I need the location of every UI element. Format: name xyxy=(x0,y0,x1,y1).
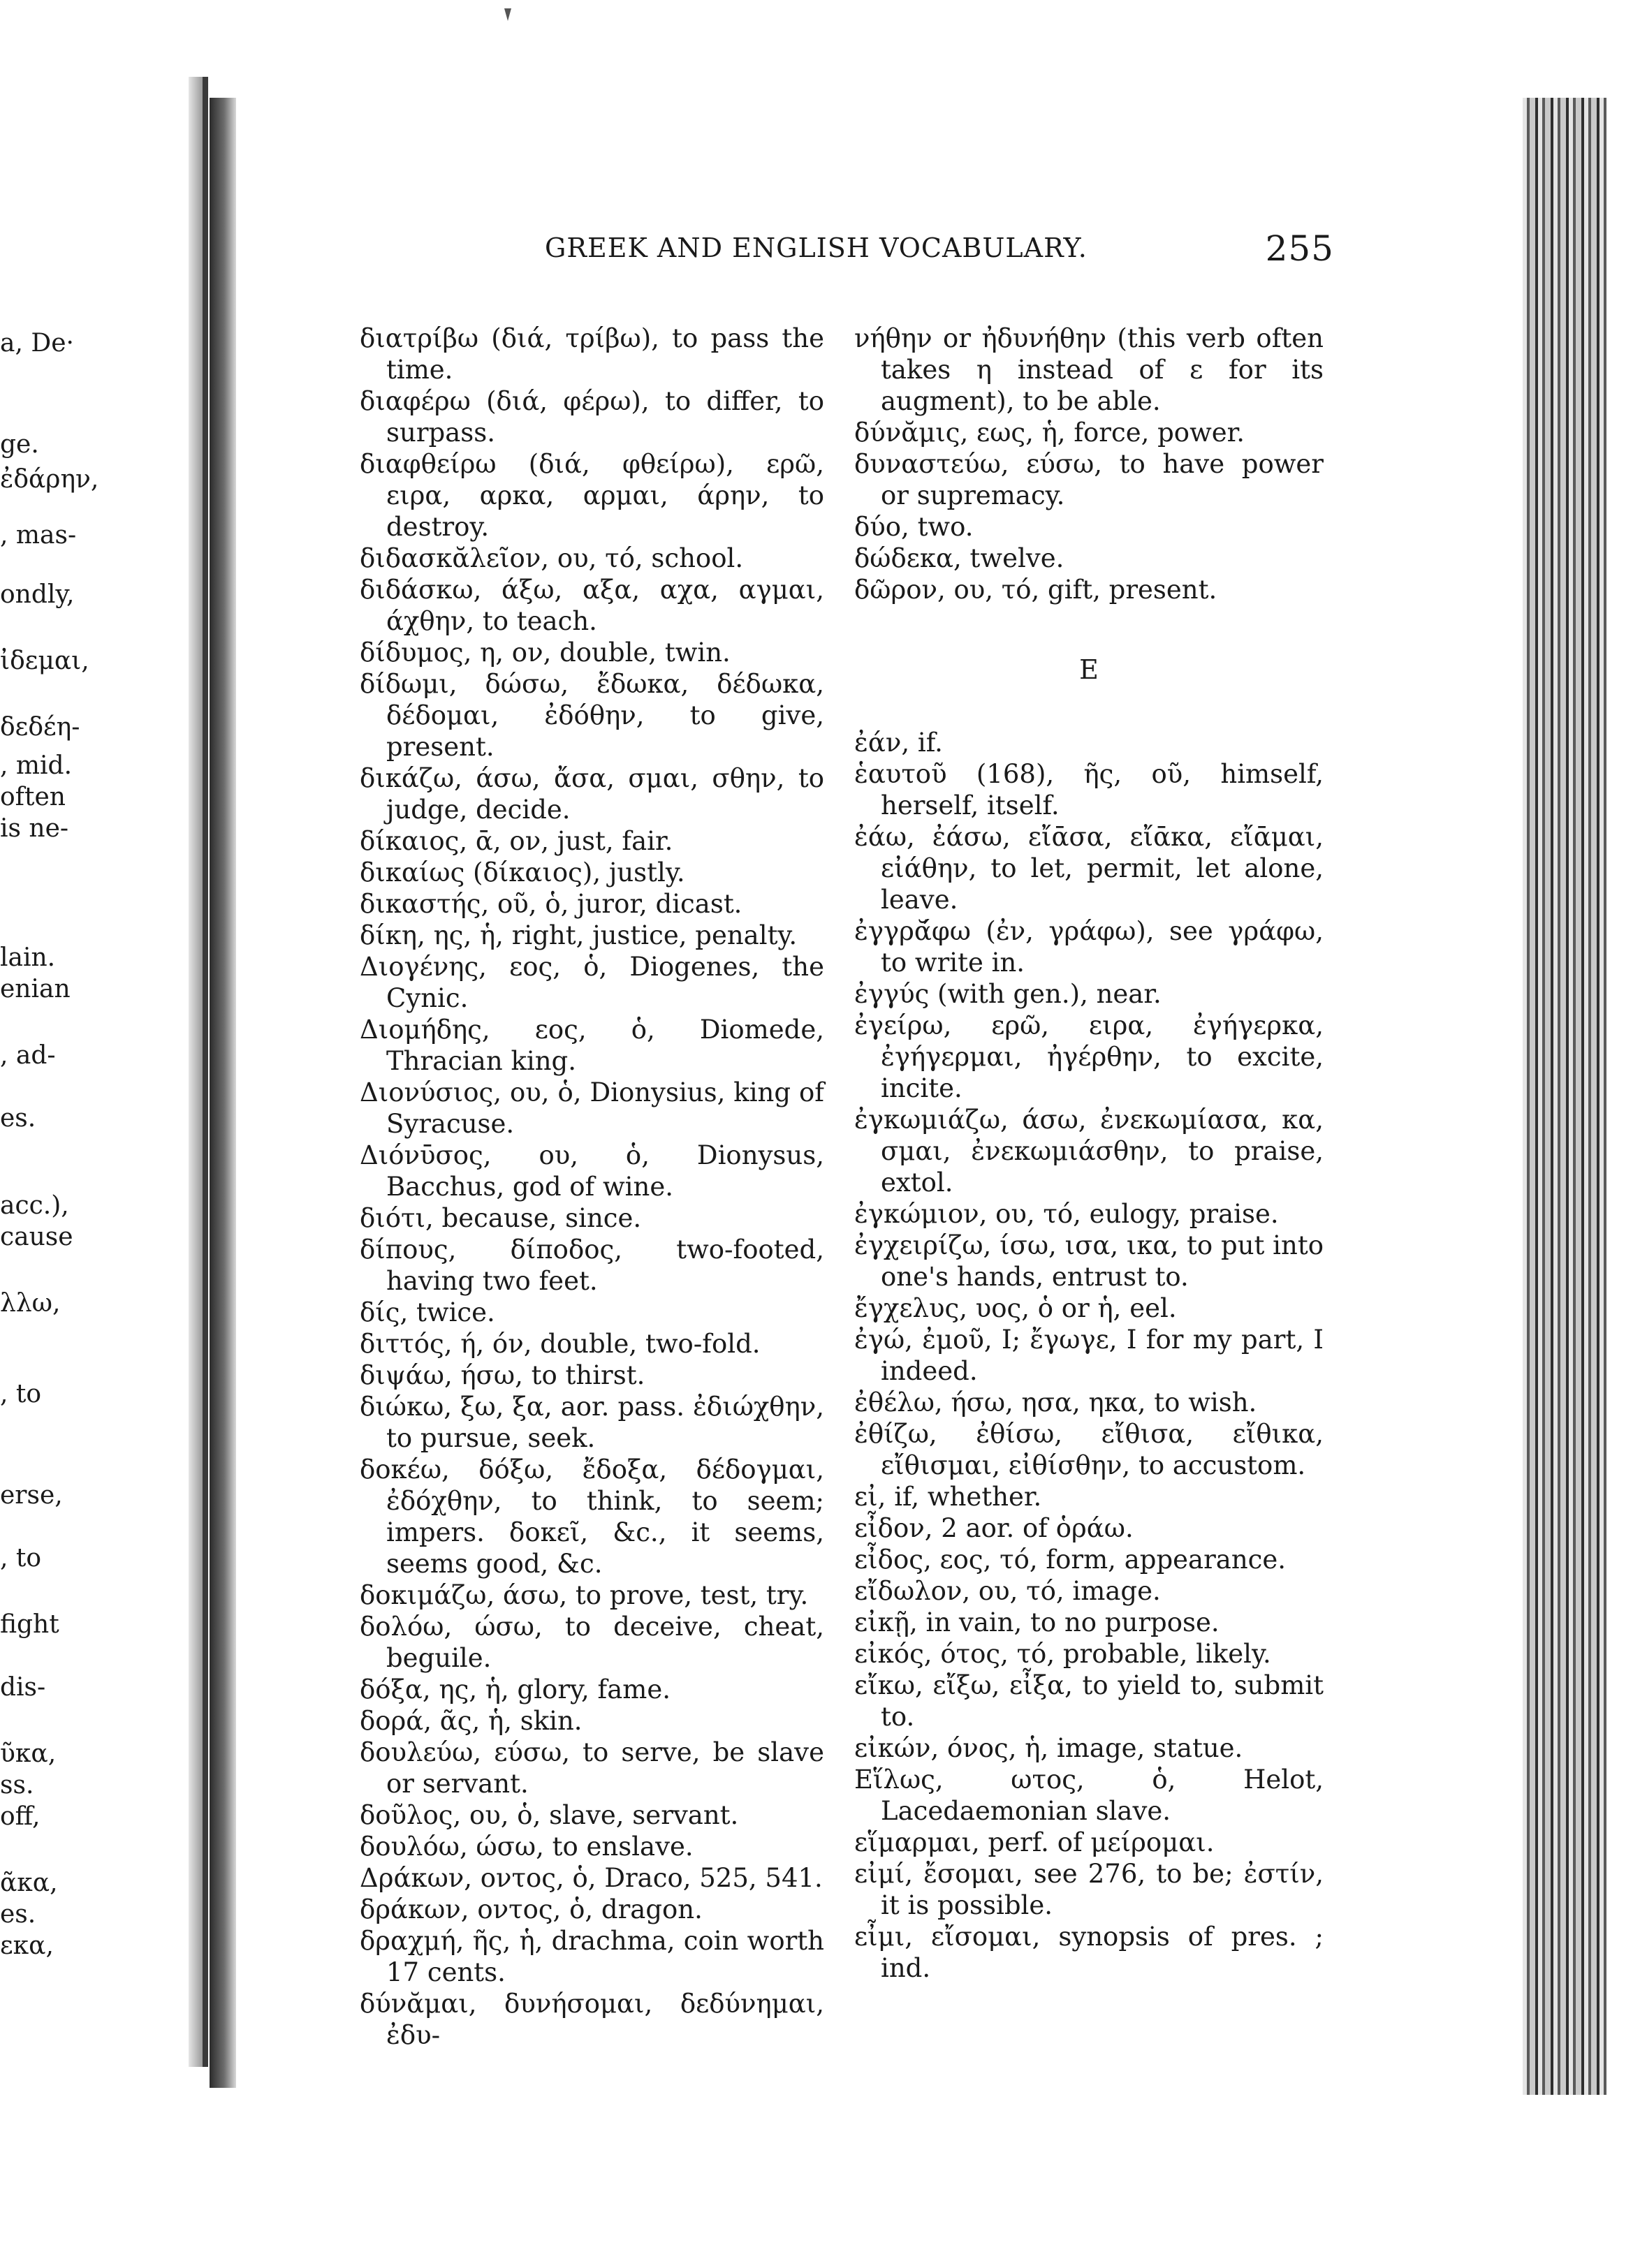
dictionary-entry: Διόνῡσος, ου, ὁ, Dionysus, Bacchus, god of wine. xyxy=(360,1140,824,1202)
page-stack-edge xyxy=(1523,98,1606,2095)
dictionary-entry: εἶδον, 2 aor. of ὁράω. xyxy=(854,1513,1134,1543)
header-title: GREEK AND ENGLISH VOCABULARY. xyxy=(545,233,1088,263)
left-page-fragment: λλω, xyxy=(0,1289,61,1318)
left-page-fragment: , to xyxy=(0,1544,42,1573)
left-page-fragment: cause xyxy=(0,1223,73,1251)
dictionary-entry: ἐγχειρίζω, ίσω, ισα, ικα, to put into one's hands, entrust to. xyxy=(854,1230,1324,1292)
left-page-fragment: often xyxy=(0,783,66,811)
left-page-fragment: ᾶκα, xyxy=(0,1869,58,1897)
dictionary-entry: δόξα, ης, ἡ, glory, fame. xyxy=(360,1674,671,1704)
left-page-fragment: enian xyxy=(0,975,71,1003)
left-page-fragment: acc.), xyxy=(0,1191,69,1220)
dictionary-entry: ἐθίζω, ἐθίσω, εἴθισα, εἴθικα, εἴθισμαι, εἰθίσθην, to accustom. xyxy=(854,1419,1324,1480)
dictionary-entry: διαφέρω (διά, φέρω), to differ, to surpass. xyxy=(360,386,824,448)
left-page-fragment: , mas- xyxy=(0,521,77,550)
left-page-fragment: , to xyxy=(0,1380,42,1408)
dictionary-entry: ἐγκωμιάζω, άσω, ἐνεκωμίασα, κα, σμαι, ἐνεκωμιάσθην, to praise, extol. xyxy=(854,1105,1324,1198)
left-page-fragment: , ad- xyxy=(0,1041,56,1070)
dictionary-entry: διότι, because, since. xyxy=(360,1203,642,1233)
dictionary-entry: εἰ, if, whether. xyxy=(854,1482,1042,1512)
dictionary-entry: δίς, twice. xyxy=(360,1297,495,1327)
dictionary-entry: εἶμι, εἴσομαι, synopsis of pres. ; ind. xyxy=(854,1922,1324,1983)
dictionary-entry: νήθην or ἠδυνήθην (this verb often takes η instead of ε for its augment), to be able. xyxy=(854,323,1324,416)
dictionary-entry: δοκέω, δόξω, ἔδοξα, δέδογμαι, ἐδόχθην, to think, to seem; impers. δοκεῖ, &c., it seems, seems good, &c. xyxy=(360,1455,824,1579)
dictionary-entry: δορά, ᾶς, ἡ, skin. xyxy=(360,1706,583,1736)
dictionary-entry: διττός, ή, όν, double, two-fold. xyxy=(360,1329,761,1359)
left-page-fragment: δεδέη- xyxy=(0,713,80,742)
left-page-fragment: es. xyxy=(0,1900,36,1929)
dictionary-entry: δικάζω, άσω, ἄσα, σμαι, σθην, to judge, decide. xyxy=(360,763,824,825)
dictionary-entry: δυναστεύω, εύσω, to have power or supremacy. xyxy=(854,449,1324,510)
dictionary-entry: δῶρον, ου, τό, gift, present. xyxy=(854,575,1217,605)
left-page-fragment: is ne- xyxy=(0,814,69,843)
dictionary-entry: διατρίβω (διά, τρίβω), to pass the time. xyxy=(360,323,824,385)
right-column xyxy=(854,323,1324,1984)
dictionary-entry: δολόω, ώσω, to deceive, cheat, beguile. xyxy=(360,1612,824,1673)
left-page-fragment: ἐδάρην, xyxy=(0,465,99,494)
section-letter: E xyxy=(1079,654,1099,685)
dictionary-entry: διδασκᾰλεῖον, ου, τό, school. xyxy=(360,543,744,573)
left-page-fragment: εκα, xyxy=(0,1931,54,1960)
dictionary-entry: εἶδος, εος, τό, form, appearance. xyxy=(854,1545,1287,1575)
dictionary-entry: δικαστής, οῦ, ὁ, juror, dicast. xyxy=(360,889,742,919)
left-page-fragment: ῦκα, xyxy=(0,1739,57,1768)
dictionary-entry: Δράκων, οντος, ὁ, Draco, 525, 541. xyxy=(360,1863,823,1893)
left-column xyxy=(360,323,824,2051)
dictionary-entry: ἐγώ, ἐμοῦ, I; ἔγωγε, I for my part, I indeed. xyxy=(854,1325,1324,1386)
dictionary-entry: εἵμαρμαι, perf. of μείρομαι. xyxy=(854,1827,1215,1857)
book-spine xyxy=(210,98,236,2088)
dictionary-entry: εἰκός, ότος, τό, probable, likely. xyxy=(854,1639,1271,1669)
dictionary-entry: δύνᾰμαι, δυνήσομαι, δεδύνημαι, ἐδυ- xyxy=(360,1989,824,2050)
left-page-fragment: dis- xyxy=(0,1673,46,1702)
dictionary-entry: δίδυμος, η, ον, double, twin. xyxy=(360,638,731,668)
dictionary-entry: εἰκῇ, in vain, to no purpose. xyxy=(854,1607,1220,1637)
dictionary-entry: ἐθέλω, ήσω, ησα, ηκα, to wish. xyxy=(854,1387,1257,1418)
dictionary-entry: δύο, two. xyxy=(854,512,974,542)
dictionary-entry: ἔγχελυς, υος, ὁ or ἡ, eel. xyxy=(854,1293,1177,1323)
dictionary-entry: ἐγγρᾰ́φω (ἐν, γράφω), see γράφω, to write in. xyxy=(854,916,1324,978)
dictionary-entry: δραχμή, ῆς, ἡ, drachma, coin worth 17 cents. xyxy=(360,1926,824,1987)
dictionary-entry: δύνᾰμις, εως, ἡ, force, power. xyxy=(854,418,1245,448)
dictionary-entry: ἐάν, if. xyxy=(854,728,943,758)
dictionary-entry: δίκαιος, ᾱ, ον, just, fair. xyxy=(360,826,673,856)
dictionary-entry: δώδεκα, twelve. xyxy=(854,543,1064,573)
dictionary-entry: δουλόω, ώσω, to enslave. xyxy=(360,1832,694,1862)
left-page-fragment: lain. xyxy=(0,943,56,972)
dictionary-entry: ἐάω, ἐάσω, εἴᾱσα, εἴᾱκα, εἴᾱμαι, εἰάθην, to let, permit, let alone, leave. xyxy=(854,822,1324,915)
dictionary-entry: δικαίως (δίκαιος), justly. xyxy=(360,857,685,888)
dictionary-entry: διαφθείρω (διά, φθείρω), ερῶ, ειρα, αρκα, αρμαι, άρην, to destroy. xyxy=(360,449,824,542)
dictionary-entry: Εἵλως, ωτος, ὁ, Helot, Lacedaemonian slave. xyxy=(854,1765,1324,1826)
left-page-fragment: fight xyxy=(0,1610,59,1639)
left-page-fragment: a, De· xyxy=(0,329,74,358)
left-page-fragment: erse, xyxy=(0,1481,63,1510)
left-page-fragment: off, xyxy=(0,1802,41,1831)
dictionary-entry: δοκιμάζω, άσω, to prove, test, try. xyxy=(360,1580,809,1610)
dictionary-entry: δίπους, δίποδος, two-footed, having two feet. xyxy=(360,1235,824,1296)
dictionary-entry: διδάσκω, άξω, αξα, αχα, αγμαι, άχθην, to teach. xyxy=(360,575,824,636)
dictionary-entry: διψάω, ήσω, to thirst. xyxy=(360,1360,645,1390)
dictionary-entry: ἐγγύς (with gen.), near. xyxy=(854,979,1162,1009)
dictionary-entry: εἰμί, ἔσομαι, see 276, to be; ἐστίν, it is possible. xyxy=(854,1859,1324,1920)
dictionary-entry: ἑαυτοῦ (168), ῆς, οῦ, himself, herself, itself. xyxy=(854,759,1324,820)
left-page-fragment: ge. xyxy=(0,430,39,459)
dictionary-entry: δράκων, οντος, ὁ, dragon. xyxy=(360,1894,703,1924)
left-page-fragment: ss. xyxy=(0,1771,34,1799)
left-page-fragment: ondly, xyxy=(0,580,75,609)
page-number: 255 xyxy=(1265,228,1334,269)
dictionary-entry: ἐγκώμιον, ου, τό, eulogy, praise. xyxy=(854,1199,1279,1229)
dictionary-entry: διώκω, ξω, ξα, aor. pass. ἐδιώχθην, to pursue, seek. xyxy=(360,1392,824,1453)
left-page-fragment: , mid. xyxy=(0,751,73,780)
dictionary-entry: εἴδωλον, ου, τό, image. xyxy=(854,1576,1161,1606)
left-page-fragment: ἰδεμαι, xyxy=(0,647,89,675)
paper-blemish-mark xyxy=(503,6,513,24)
dictionary-entry: δουλεύω, εύσω, to serve, be slave or servant. xyxy=(360,1737,824,1799)
left-page-fragment: es. xyxy=(0,1104,36,1133)
dictionary-entry: ἐγείρω, ερῶ, ειρα, ἐγήγερκα, ἐγήγερμαι, ἠγέρθην, to excite, incite. xyxy=(854,1010,1324,1103)
dictionary-entry: Διομήδης, εος, ὁ, Diomede, Thracian king. xyxy=(360,1015,824,1076)
dictionary-entry: δοῦλος, ου, ὁ, slave, servant. xyxy=(360,1800,739,1830)
dictionary-entry: δίδωμι, δώσω, ἔδωκα, δέδωκα, δέδομαι, ἐδόθην, to give, present. xyxy=(360,669,824,762)
dictionary-entry: εἰκών, όνος, ἡ, image, statue. xyxy=(854,1733,1243,1763)
dictionary-entry: Διονύσιος, ου, ὁ, Dionysius, king of Syracuse. xyxy=(360,1077,824,1139)
dictionary-entry: Διογένης, εος, ὁ, Diogenes, the Cynic. xyxy=(360,952,824,1013)
dictionary-entry: δίκη, ης, ἡ, right, justice, penalty. xyxy=(360,920,798,950)
dictionary-entry: εἴκω, εἴξω, εἶξα, to yield to, submit to. xyxy=(854,1670,1324,1732)
